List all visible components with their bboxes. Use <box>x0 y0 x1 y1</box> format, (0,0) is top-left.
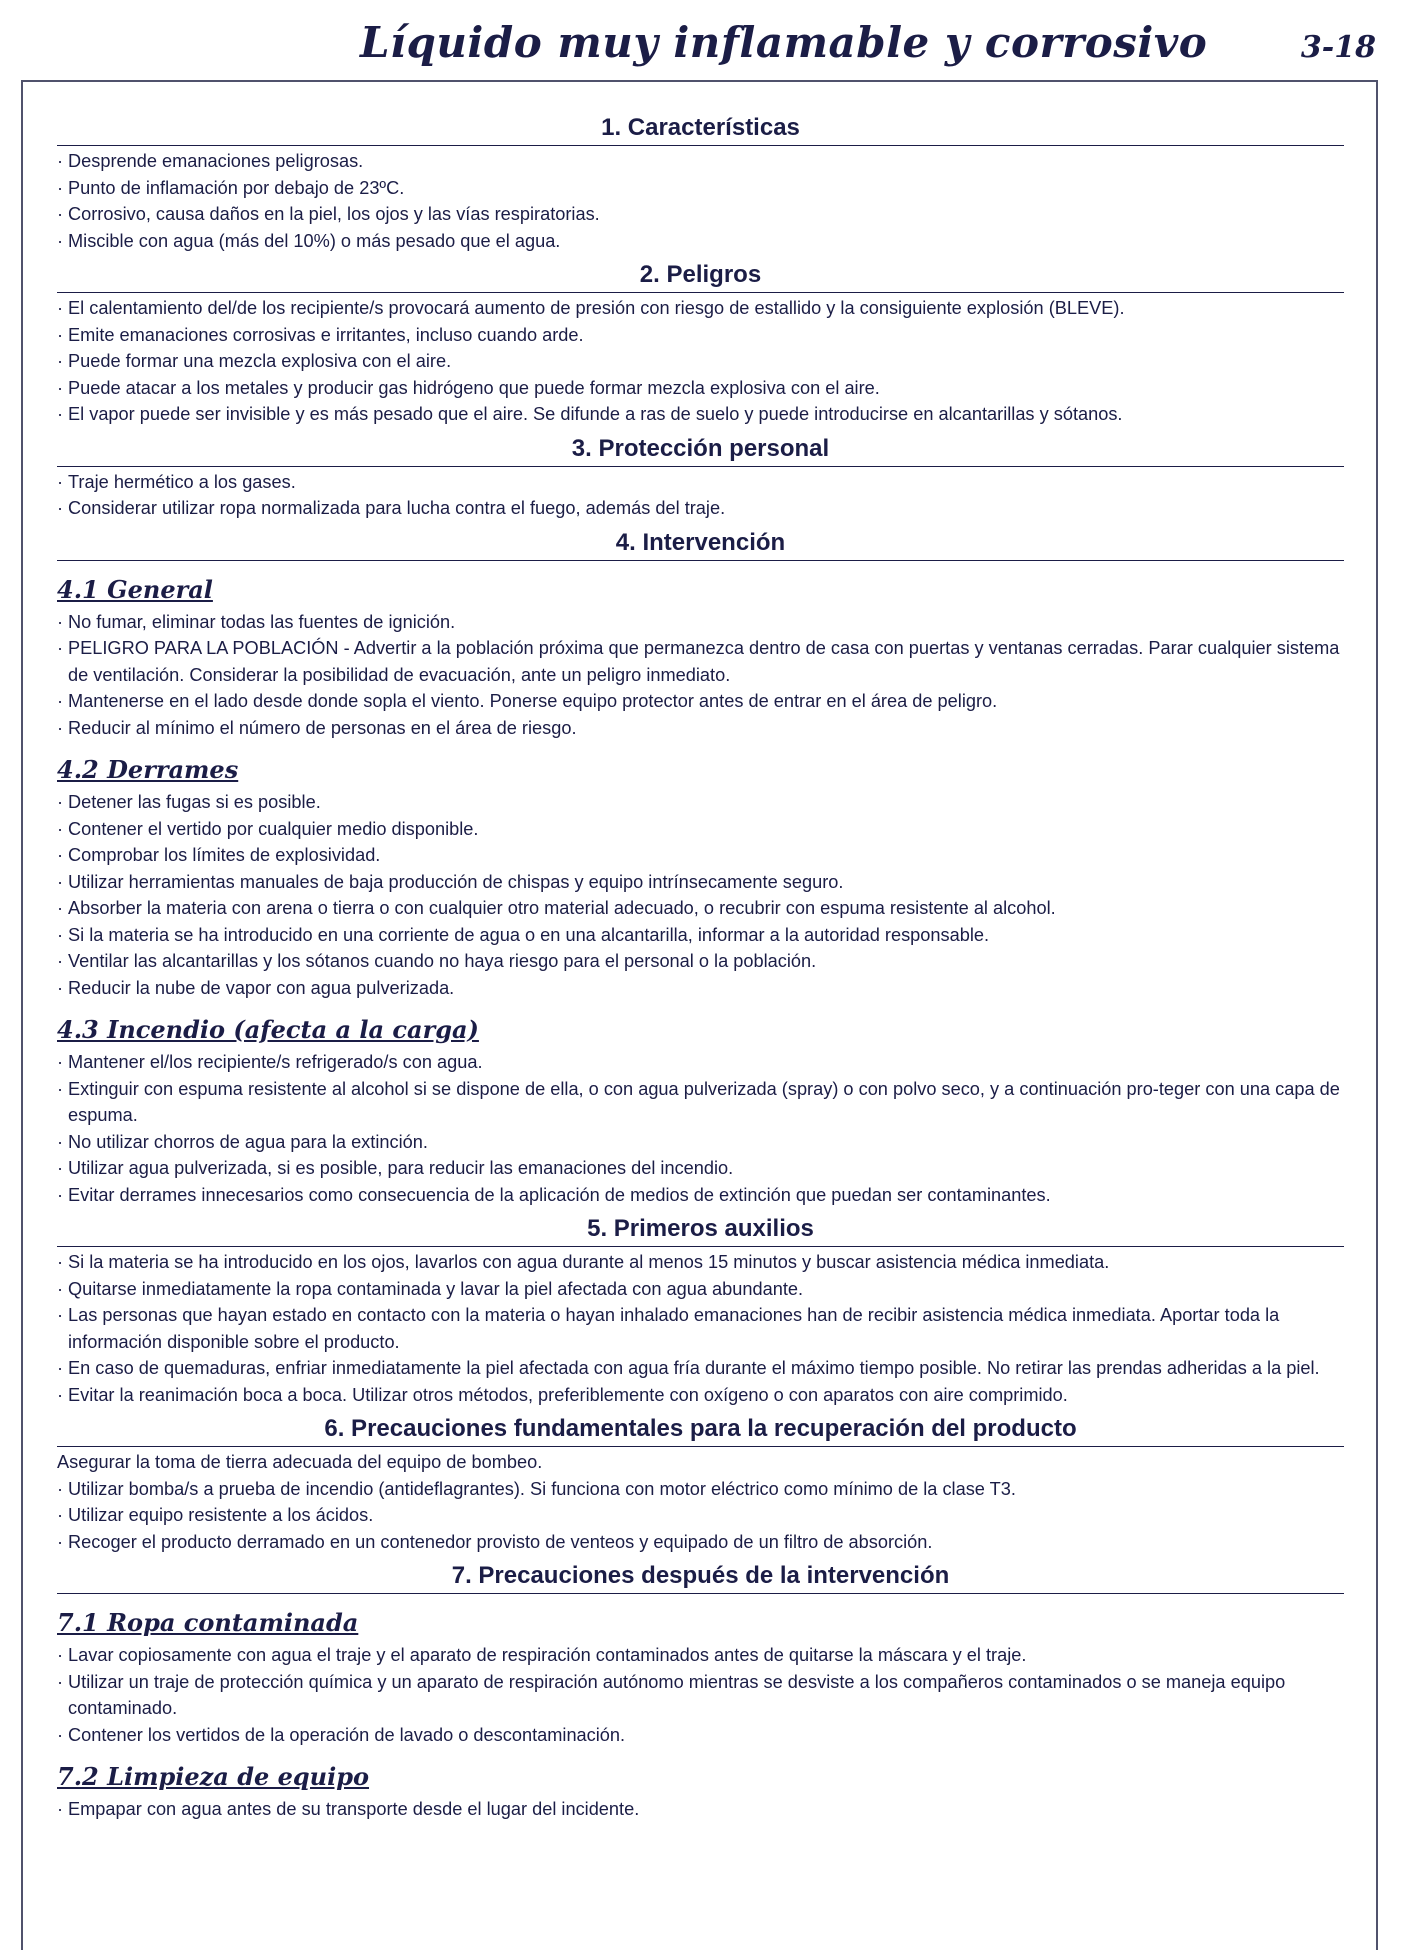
page-number: 3-18 <box>1300 30 1376 65</box>
list-item: · Quitarse inmediatamente la ropa contaminada y lavar la piel afectada con agua abundante. <box>57 1276 1344 1303</box>
list-item: · Comprobar los límites de explosividad. <box>57 842 1344 869</box>
list-item: · Reducir al mínimo el número de personas en el área de riesgo. <box>57 715 1344 742</box>
list-item: · Extinguir con espuma resistente al alcohol si se dispone de ella, o con agua pulverizada (spray) o con polvo seco, y a continuación pro-teger con una capa de espuma. <box>57 1076 1344 1129</box>
subsection-heading: 4.2 Derrames <box>57 755 239 784</box>
list-item: · El calentamiento del/de los recipiente/s provocará aumento de presión con riesgo de estallido y la consiguiente explosión (BLEVE). <box>57 295 1344 322</box>
subsection-heading: 7.1 Ropa contaminada <box>57 1608 359 1637</box>
list-item: · Puede atacar a los metales y producir gas hidrógeno que puede formar mezcla explosiva con el aire. <box>57 375 1344 402</box>
list-item: · Evitar derrames innecesarios como consecuencia de la aplicación de medios de extinción que puedan ser contaminantes. <box>57 1182 1344 1209</box>
item-list <box>57 1249 1344 1408</box>
section-heading: 7. Precauciones después de la intervención <box>57 1561 1344 1594</box>
list-item: · Traje hermético a los gases. <box>57 469 1344 496</box>
list-item: · Lavar copiosamente con agua el traje y el aparato de respiración contaminados antes de quitarse la máscara y el traje. <box>57 1642 1344 1669</box>
item-list <box>57 469 1344 522</box>
list-item: · Absorber la materia con arena o tierra o con cualquier otro material adecuado, o recubrir con espuma resistente al alcohol. <box>57 895 1344 922</box>
list-item: · Detener las fugas si es posible. <box>57 789 1344 816</box>
section-caracteristicas <box>57 113 1344 254</box>
list-item: · Si la materia se ha introducido en una corriente de agua o en una alcantarilla, informar a la autoridad responsable. <box>57 922 1344 949</box>
list-item: · Ventilar las alcantarillas y los sótanos cuando no haya riesgo para el personal o la población. <box>57 948 1344 975</box>
section-heading: 4. Intervención <box>57 528 1344 561</box>
item-list <box>57 148 1344 254</box>
list-item: · Utilizar herramientas manuales de baja producción de chispas y equipo intrínsecamente seguro. <box>57 869 1344 896</box>
list-item: · Desprende emanaciones peligrosas. <box>57 148 1344 175</box>
list-item: · Considerar utilizar ropa normalizada para lucha contra el fuego, además del traje. <box>57 495 1344 522</box>
subsection-heading: 4.1 General <box>57 574 213 604</box>
list-item: · Utilizar equipo resistente a los ácidos. <box>57 1502 1344 1529</box>
list-item: · Reducir la nube de vapor con agua pulverizada. <box>57 975 1344 1002</box>
list-item: · Recoger el producto derramado en un contenedor provisto de venteos y equipado de un filtro de absorción. <box>57 1529 1344 1556</box>
list-item: · Puede formar una mezcla explosiva con el aire. <box>57 348 1344 375</box>
list-item: · El vapor puede ser invisible y es más pesado que el aire. Se difunde a ras de suelo y puede introducirse en alcantarillas y sótanos. <box>57 401 1344 428</box>
list-item: · Utilizar agua pulverizada, si es posible, para reducir las emanaciones del incendio. <box>57 1155 1344 1182</box>
item-list <box>57 295 1344 428</box>
subsection-heading: 7.2 Limpieza de equipo <box>57 1762 370 1791</box>
list-item: · Empapar con agua antes de su transporte desde el lugar del incidente. <box>57 1796 1344 1823</box>
document-body <box>57 113 1344 1829</box>
list-item: · Emite emanaciones corrosivas e irritantes, incluso cuando arde. <box>57 322 1344 349</box>
list-item: · Utilizar un traje de protección química y un aparato de respiración autónomo mientras se desviste a los compañeros contaminados o se maneja equipo contaminado. <box>57 1669 1344 1722</box>
item-list <box>57 789 1344 1001</box>
section-heading: 3. Protección personal <box>57 434 1344 467</box>
list-item: · Contener los vertidos de la operación de lavado o descontaminación. <box>57 1722 1344 1749</box>
section-precauciones-recuperacion <box>57 1414 1344 1555</box>
item-list <box>57 1642 1344 1748</box>
section-heading: 5. Primeros auxilios <box>57 1214 1344 1247</box>
list-item: · Utilizar bomba/s a prueba de incendio (antideflagrantes). Si funciona con motor eléctrico como mínimo de la clase T3. <box>57 1476 1344 1503</box>
section-primeros-auxilios <box>57 1214 1344 1408</box>
document-title: Líquido muy inflamable y corrosivo <box>360 18 1208 67</box>
list-item: · Mantenerse en el lado desde donde sopla el viento. Ponerse equipo protector antes de entrar en el área de peligro. <box>57 688 1344 715</box>
item-list <box>57 1049 1344 1208</box>
section-intro: Asegurar la toma de tierra adecuada del equipo de bombeo. <box>57 1452 543 1472</box>
list-item: · PELIGRO PARA LA POBLACIÓN - Advertir a la población próxima que permanezca dentro de casa con puertas y ventanas cerradas. Parar cualquier sistema de ventilación. Considerar la posibilidad de evacuación, ante un peligro inmediato. <box>57 635 1344 688</box>
list-item: · Las personas que hayan estado en contacto con la materia o hayan inhalado emanaciones han de recibir asistencia médica inmediata. Aportar toda la información disponible sobre el producto. <box>57 1302 1344 1355</box>
section-heading: 1. Características <box>57 113 1344 146</box>
item-list <box>57 1796 1344 1823</box>
item-list <box>57 1476 1344 1556</box>
section-intervencion <box>57 528 1344 1209</box>
subsection-heading: 4.3 Incendio (afecta a la carga) <box>57 1015 479 1044</box>
item-list <box>57 609 1344 742</box>
list-item: · No utilizar chorros de agua para la extinción. <box>57 1129 1344 1156</box>
section-heading: 2. Peligros <box>57 260 1344 293</box>
section-proteccion-personal <box>57 434 1344 522</box>
list-item: · No fumar, eliminar todas las fuentes de ignición. <box>57 609 1344 636</box>
section-precauciones-despues <box>57 1561 1344 1823</box>
list-item: · Miscible con agua (más del 10%) o más pesado que el agua. <box>57 228 1344 255</box>
list-item: · Si la materia se ha introducido en los ojos, lavarlos con agua durante al menos 15 minutos y buscar asistencia médica inmediata. <box>57 1249 1344 1276</box>
list-item: · En caso de quemaduras, enfriar inmediatamente la piel afectada con agua fría durante el máximo tiempo posible. No retirar las prendas adheridas a la piel. <box>57 1355 1344 1382</box>
list-item: · Contener el vertido por cualquier medio disponible. <box>57 816 1344 843</box>
list-item: · Mantener el/los recipiente/s refrigerado/s con agua. <box>57 1049 1344 1076</box>
section-heading: 6. Precauciones fundamentales para la recuperación del producto <box>57 1414 1344 1447</box>
list-item: · Corrosivo, causa daños en la piel, los ojos y las vías respiratorias. <box>57 201 1344 228</box>
list-item: · Punto de inflamación por debajo de 23ºC. <box>57 175 1344 202</box>
section-peligros <box>57 260 1344 428</box>
page-header <box>0 18 1408 78</box>
list-item: · Evitar la reanimación boca a boca. Utilizar otros métodos, preferiblemente con oxígeno o con aparatos con aire comprimido. <box>57 1382 1344 1409</box>
